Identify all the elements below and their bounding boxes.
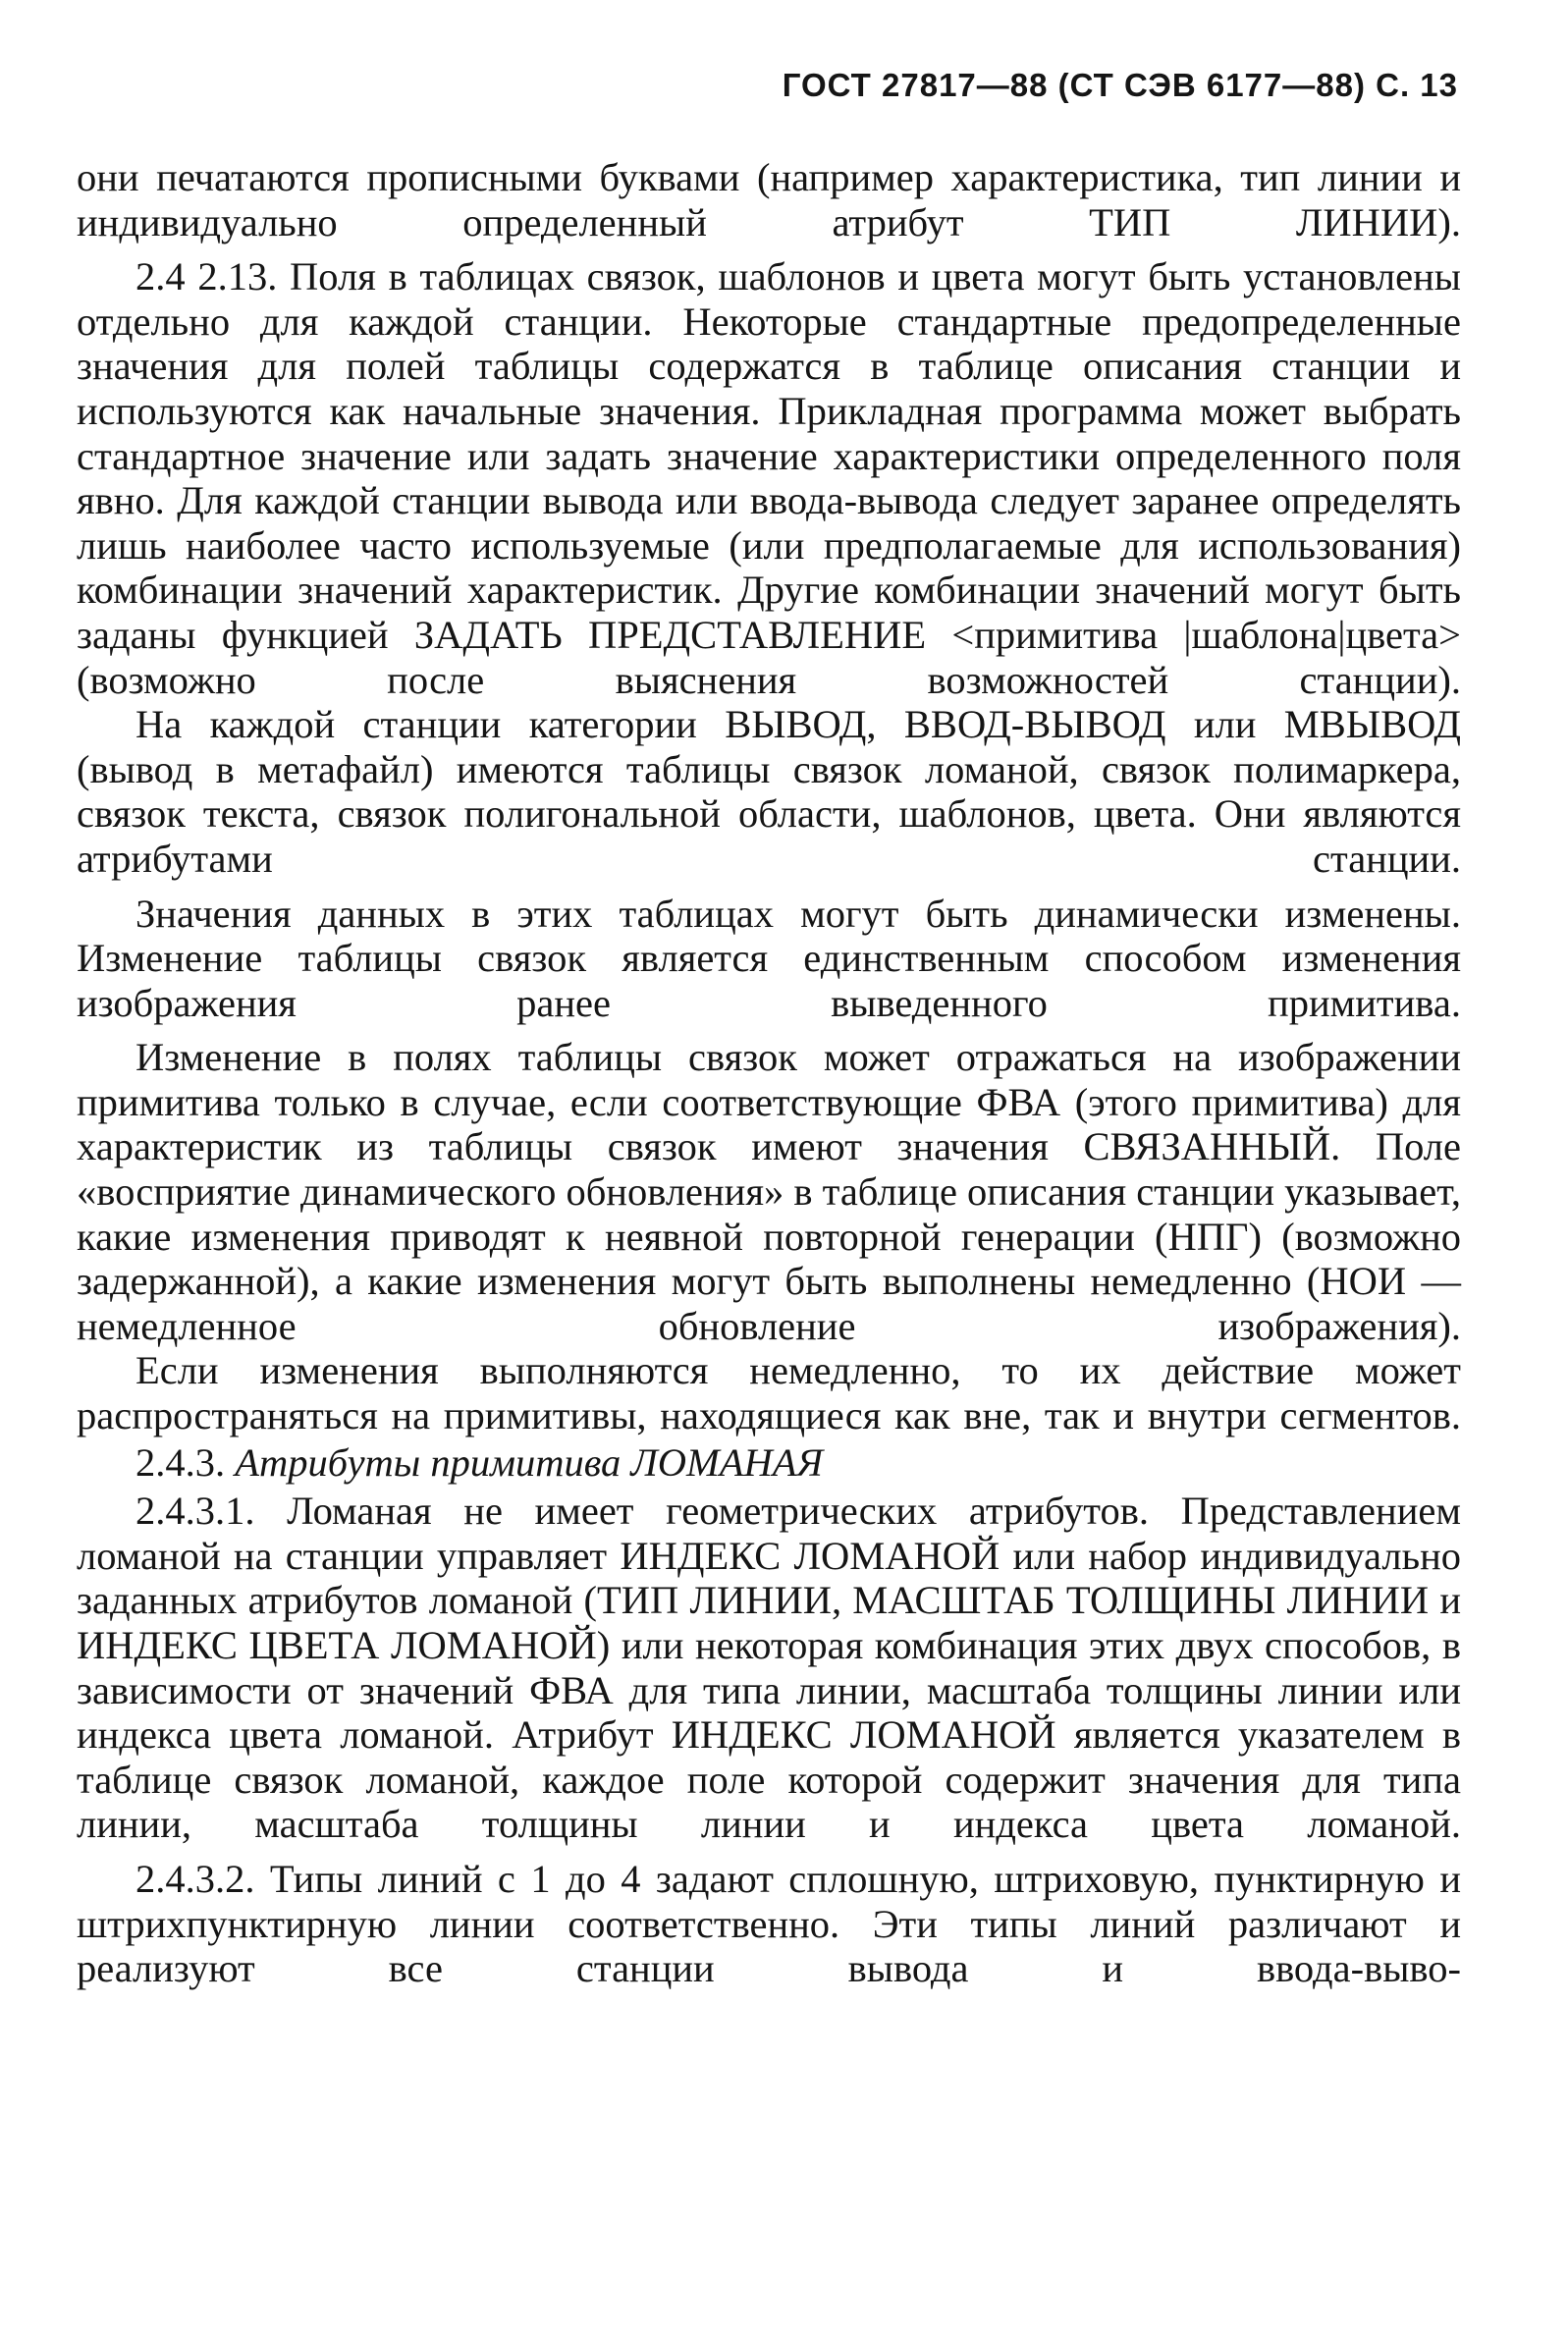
paragraph-immediate: Если изменения выполняются немедленно, то их действие может распространяться на примитивы, находящиеся как вне, так и внутри сегментов. [77, 1348, 1461, 1438]
section-heading [77, 1440, 1461, 1486]
paragraph-2-4-3-2: 2.4.3.2. Типы линий с 1 до 4 задают сплошную, штриховую, пунктирную и штрихпунктирную линии соответственно. Эти типы линий различают и реализуют все станции вывода и ввода-выво- [77, 1856, 1461, 1991]
paragraph-dynamic-change: Значения данных в этих таблицах могут быть динамически изменены. Изменение таблицы связок является единственным способом изменения изображения ранее выведенного примитива. [77, 891, 1461, 1025]
paragraph-continuation: они печатаются прописными буквами (например характеристика, тип линии и индивидуально определенный атрибут ТИП ЛИНИИ). [77, 155, 1461, 244]
section-number: 2.4.3. [135, 1439, 226, 1485]
paragraph-2-4-3-1: 2.4.3.1. Ломаная не имеет геометрических атрибутов. Представлением ломаной на станции управляет ИНДЕКС ЛОМАНОЙ или набор индивидуально заданных атрибутов ломаной (ТИП ЛИНИИ, МАСШТАБ ТОЛЩИНЫ ЛИНИИ и ИНДЕКС ЦВЕТА ЛОМАНОЙ) или некоторая комбинация этих двух способов, в зависимости от значений ФВА для типа линии, масштаба толщины линии или индекса цвета ломаной. Атрибут ИНДЕКС ЛОМАНОЙ является указателем в таблице связок ломаной, каждое поле которой содержит значения для типа линии, масштаба толщины линии и индекса цвета ломаной. [77, 1489, 1461, 1847]
document-body [77, 155, 1461, 2001]
page-header: ГОСТ 27817—88 (СТ СЭВ 6177—88) С. 13 [782, 67, 1458, 103]
paragraph-categories: На каждой станции категории ВЫВОД, ВВОД-ВЫВОД или МВЫВОД (вывод в метафайл) имеются таблицы связок ломаной, связок полимаркера, связок текста, связок полигональной области, шаблонов, цвета. Они являются атрибутами станции. [77, 702, 1461, 881]
paragraph-2-4-2-13: 2.4 2.13. Поля в таблицах связок, шаблонов и цвета могут быть установлены отдельно для каждой станции. Некоторые стандартные предопределенные значения для полей таблицы содержатся в таблице описания станции и используются как начальные значения. Прикладная программа может выбрать стандартное значение или задать значение характеристики определенного поля явно. Для каждой станции вывода или ввода-вывода следует заранее определять лишь наиболее часто используемые (или предполагаемые для использования) комбинации значений характеристик. Другие комбинации значений могут быть заданы функцией ЗАДАТЬ ПРЕДСТАВЛЕНИЕ <примитива |шаблона|цвета> (возможно после выяснения возможностей станции). [77, 254, 1461, 702]
paragraph-bundle-change: Изменение в полях таблицы связок может отражаться на изображении примитива только в случае, если соответствующие ФВА (этого примитива) для характеристик из таблицы связок имеют значения СВЯЗАННЫЙ. Поле «восприятие динамического обновления» в таблице описания станции указывает, какие изменения приводят к неявной повторной генерации (НПГ) (возможно задержанной), а какие изменения могут быть выполнены немедленно (НОИ — немедленное обновление изображения). [77, 1035, 1461, 1348]
section-title: Атрибуты примитива ЛОМАНАЯ [235, 1439, 824, 1485]
